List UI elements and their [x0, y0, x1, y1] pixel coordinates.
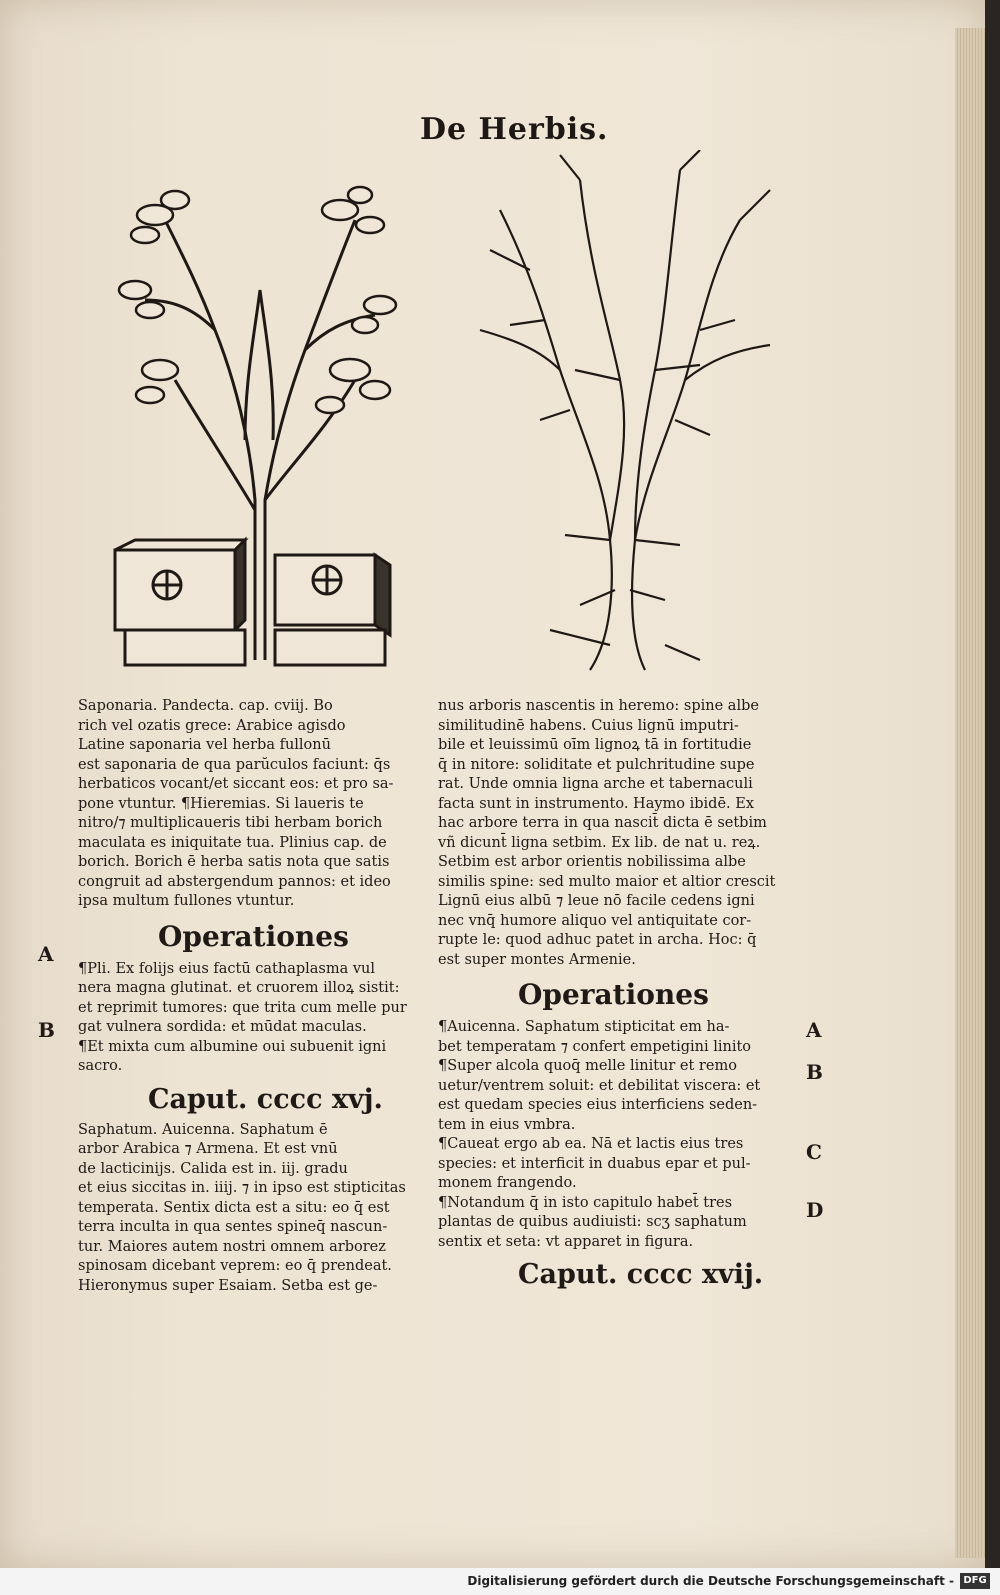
text-line: species: et interficit in duabus epar et pul- — [438, 1155, 751, 1172]
text-line: similitudinē habens. Cuius lignū imputri- — [438, 717, 739, 734]
right-text-column — [438, 697, 775, 1292]
text-line: tem in eius vmbra. — [438, 1116, 576, 1133]
text-line: ¶Super alcola quoq̄ melle linitur et remo — [438, 1058, 737, 1074]
text-line: bet temperatam ⁊ confert empetigini linito — [438, 1038, 752, 1055]
text-line: ¶Notandum q̄ in isto capitulo habet̄ tres — [438, 1194, 733, 1211]
text-line: maculata es iniquitate tua. Plinius cap. de — [78, 834, 387, 851]
text-line: sentix et seta: vt apparet in figura. — [438, 1233, 694, 1250]
text-line: Saphatum. Auicenna. Saphatum ē — [78, 1121, 328, 1138]
text-line: est saponaria de qua parŭculos faciunt: q̄s — [78, 756, 391, 773]
margin-letter-a-left: A — [38, 942, 54, 966]
saponaria-paragraph — [78, 697, 407, 912]
text-line: est super montes Armenie. — [438, 951, 636, 968]
text-line: Hieronymus super Esaiam. Setba est ge- — [78, 1277, 378, 1294]
text-line: nec vnq̄ humore aliquo vel antiquitate cor- — [438, 912, 752, 929]
text-line: temperata. Sentix dicta est a situ: eo q̄ est — [78, 1199, 390, 1216]
text-line: rich vel ozatis grece: Arabice agisdo — [78, 717, 346, 734]
margin-letter-d-right: D — [806, 1198, 824, 1222]
text-line: ¶Et mixta cum albumine oui subuenit igni — [78, 1038, 387, 1055]
text-line: est quedam species eius interficiens seden- — [438, 1097, 758, 1113]
margin-letter-a-right: A — [806, 1018, 822, 1042]
text-line: de lacticinijs. Calida est in. iij. gradu — [78, 1160, 348, 1177]
text-line: rupte le: quod adhuc patet in archa. Hoc: q̄ — [438, 932, 757, 948]
text-line: et eius siccitas in. iiij. ⁊ in ipso est stipticitas — [78, 1180, 406, 1196]
operationes-heading-right: Operationes — [518, 978, 709, 1011]
margin-letter-b-right: B — [806, 1060, 823, 1084]
text-line: Lignū eius albū ⁊ leue nō facile cedens igni — [438, 893, 755, 909]
text-line: sacro. — [78, 1058, 123, 1074]
left-text-column — [78, 697, 407, 1296]
text-line: Setbim est arbor orientis nobilissima albe — [438, 854, 746, 870]
text-line: plantas de quibus audiuisti: scʒ saphatum — [438, 1214, 747, 1230]
text-line: similis spine: sed multo maior et altior crescit — [438, 873, 776, 890]
text-line: hac arbore terra in qua nascit̄ dicta ē setbim — [438, 815, 767, 831]
text-line: pone vtuntur. ¶Hieremias. Si laueris te — [78, 795, 364, 812]
text-line: nitro/⁊ multiplicaueris tibi herbam borich — [78, 815, 383, 831]
text-line: tur. Maiores autem nostri omnem arborez — [78, 1238, 386, 1255]
text-line: monem frangendo. — [438, 1175, 577, 1191]
saphatum-paragraph — [78, 1121, 407, 1297]
chapter-heading-xvi: Caput. cccc xvj. — [148, 1083, 383, 1115]
operationes-right-paragraph — [438, 1018, 775, 1252]
footer-bar — [0, 1568, 1000, 1595]
text-line: ¶Auicenna. Saphatum stipticitat em ha- — [438, 1019, 730, 1035]
setbim-paragraph — [438, 697, 775, 970]
text-line: congruit ad abstergendum pannos: et ideo — [78, 873, 391, 890]
text-line: nera magna glutinat. et cruorem illoꝝ sistit: — [78, 980, 400, 996]
saponaria-woodcut-image — [105, 180, 405, 680]
funding-notice: Digitalisierung gefördert durch die Deutsche Forschungsgemeinschaft - — [467, 1574, 954, 1588]
operationes-heading-left: Operationes — [158, 919, 349, 953]
thorn-tree-woodcut-image — [470, 150, 780, 680]
text-line: nus arboris nascentis in heremo: spine albe — [438, 698, 759, 714]
text-line: Latine saponaria vel herba fullonū — [78, 737, 331, 753]
text-line: terra inculta in qua sentes spineq̄ nascun- — [78, 1219, 388, 1235]
text-line: ipsa multum fullones vtuntur. — [78, 893, 295, 909]
margin-letter-c-right: C — [806, 1140, 822, 1164]
text-line: facta sunt in instrumento. Haymo ibidē. Ex — [438, 795, 755, 812]
text-line: q̄ in nitore: soliditate et pulchritudine supe — [438, 756, 755, 773]
text-line: gat vulnera sordida: et mūdat maculas. — [78, 1019, 367, 1035]
text-line: arbor Arabica ⁊ Armena. Et est vnū — [78, 1141, 338, 1157]
text-line: bile et leuissimū oīm lignoꝝ tā in fortitudie — [438, 737, 752, 753]
dfg-logo: DFG — [960, 1573, 990, 1589]
text-line: spinosam dicebant veprem: eo q̄ prendeat. — [78, 1258, 392, 1274]
text-line: Saponaria. Pandecta. cap. cviij. Bo — [78, 698, 333, 714]
text-line: et reprimit tumores: que trita cum melle pur — [78, 999, 407, 1016]
page-header: De Herbis. — [420, 112, 609, 147]
text-line: ¶Caueat ergo ab ea. Nā et lactis eius tres — [438, 1136, 744, 1152]
chapter-heading-xvii: Caput. cccc xvij. — [518, 1259, 764, 1290]
operationes-left-paragraph — [78, 960, 407, 1077]
page-edge — [955, 28, 985, 1558]
text-line: ¶Pli. Ex folijs eius factū cathaplasma vul — [78, 960, 376, 977]
text-line: uetur/ventrem soluit: et debilitat viscera: et — [438, 1077, 761, 1094]
text-line: rat. Unde omnia ligna arche et tabernaculi — [438, 776, 753, 792]
margin-letter-b-left: B — [38, 1018, 55, 1042]
text-line: herbaticos vocant/et siccant eos: et pro sa- — [78, 776, 394, 792]
text-line: borich. Borich ē herba satis nota que satis — [78, 854, 390, 870]
text-line: vñ dicunt̄ ligna setbim. Ex lib. de nat u. reꝝ. — [438, 834, 761, 851]
